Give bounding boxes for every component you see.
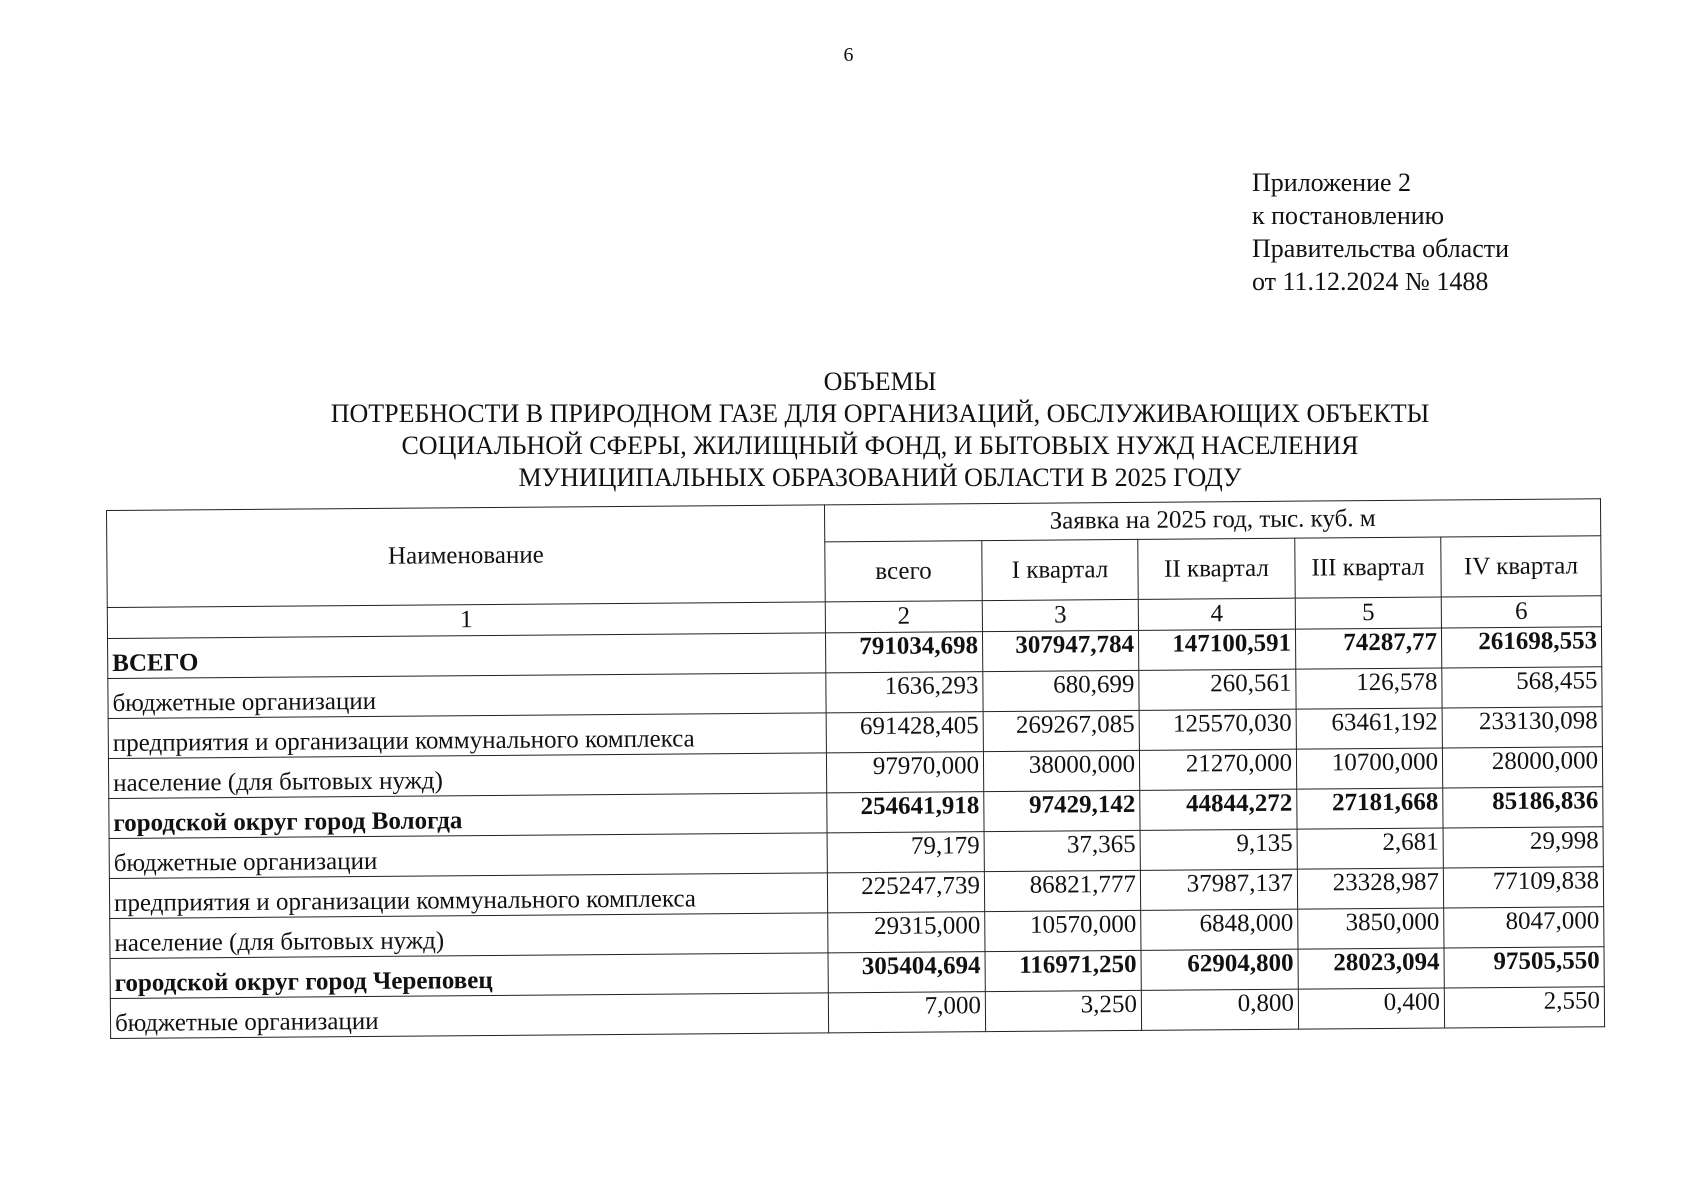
row-value: 21270,000: [1139, 749, 1296, 790]
row-value: 1636,293: [826, 672, 983, 713]
appendix-line: к постановлению: [1252, 201, 1445, 230]
row-name: бюджетные организации: [108, 673, 826, 719]
row-value: 125570,030: [1139, 709, 1296, 750]
row-value: 79,179: [827, 832, 984, 873]
row-name: городской округ город Вологда: [109, 793, 827, 839]
row-name: предприятия и организации коммунального комплекса: [108, 713, 826, 759]
row-value: 147100,591: [1138, 629, 1295, 670]
row-value: 97505,550: [1444, 947, 1604, 988]
row-name: население (для бытовых нужд): [108, 753, 826, 799]
row-name: население (для бытовых нужд): [110, 913, 828, 959]
row-value: 791034,698: [825, 632, 982, 673]
row-value: 260,561: [1139, 669, 1296, 710]
row-value: 254641,918: [827, 792, 984, 833]
row-value: 37987,137: [1140, 869, 1297, 910]
row-value: 269267,085: [983, 710, 1139, 751]
column-header-q1: I квартал: [982, 540, 1138, 601]
row-value: 74287,77: [1295, 628, 1441, 669]
row-value: 38000,000: [983, 750, 1139, 791]
column-header-total: всего: [825, 541, 982, 602]
row-name: бюджетные организации: [109, 833, 827, 879]
request-group-header: Заявка на 2025 год, тыс. куб. м: [824, 499, 1600, 542]
appendix-line: Правительства области: [1252, 234, 1510, 263]
row-value: 62904,800: [1141, 949, 1298, 990]
row-value: 29315,000: [828, 912, 985, 953]
row-value: 23328,987: [1297, 868, 1443, 909]
page-number: 6: [843, 44, 854, 66]
appendix-note: [1252, 166, 1509, 298]
row-value: 9,135: [1140, 829, 1297, 870]
row-value: 28023,094: [1298, 948, 1444, 989]
title-line: МУНИЦИПАЛЬНЫХ ОБРАЗОВАНИЙ ОБЛАСТИ В 2025 ГОДУ: [518, 463, 1242, 492]
row-value: 63461,192: [1296, 708, 1442, 749]
column-index: 6: [1441, 596, 1601, 628]
row-value: 225247,739: [827, 872, 984, 913]
row-value: 0,400: [1298, 988, 1444, 1029]
row-value: 10570,000: [985, 910, 1141, 951]
row-value: 3,250: [985, 990, 1141, 1031]
title-line: ОБЪЕМЫ: [823, 367, 937, 396]
row-value: 233130,098: [1442, 707, 1602, 748]
row-name: городской округ город Череповец: [110, 953, 828, 999]
row-value: 116971,250: [985, 950, 1141, 991]
row-value: 44844,272: [1140, 789, 1297, 830]
row-value: 307947,784: [982, 630, 1138, 671]
row-value: 305404,694: [828, 952, 985, 993]
document-title: [0, 366, 1697, 494]
row-value: 37,365: [984, 830, 1140, 871]
row-value: 97970,000: [826, 752, 983, 793]
row-value: 8047,000: [1444, 907, 1604, 948]
row-value: 10700,000: [1296, 748, 1442, 789]
row-value: 680,699: [983, 670, 1139, 711]
row-value: 0,800: [1141, 989, 1298, 1030]
column-header-q3: III квартал: [1295, 537, 1441, 598]
name-column-header: Наименование: [107, 505, 826, 608]
row-value: 7,000: [828, 992, 985, 1033]
row-value: 691428,405: [826, 712, 983, 753]
row-name: предприятия и организации коммунального комплекса: [109, 873, 827, 919]
row-value: 568,455: [1442, 667, 1602, 708]
title-line: ПОТРЕБНОСТИ В ПРИРОДНОМ ГАЗЕ ДЛЯ ОРГАНИЗАЦИЙ, ОБСЛУЖИВАЮЩИХ ОБЪЕКТЫ: [330, 399, 1430, 428]
row-value: 261698,553: [1441, 627, 1601, 668]
row-value: 86821,777: [984, 870, 1140, 911]
gas-volumes-table: [106, 498, 1605, 1039]
column-index: 5: [1295, 597, 1441, 629]
table-body: [108, 627, 1605, 1039]
row-name: ВСЕГО: [108, 633, 826, 679]
row-value: 6848,000: [1141, 909, 1298, 950]
row-value: 27181,668: [1297, 788, 1443, 829]
row-name: бюджетные организации: [110, 993, 828, 1039]
row-value: 97429,142: [984, 790, 1140, 831]
row-value: 28000,000: [1442, 747, 1602, 788]
column-index: 2: [825, 601, 982, 633]
column-index: 1: [107, 602, 825, 639]
row-value: 29,998: [1443, 827, 1603, 868]
row-value: 85186,836: [1443, 787, 1603, 828]
column-header-q4: IV квартал: [1441, 536, 1602, 597]
column-index: 3: [982, 599, 1138, 631]
row-value: 2,550: [1444, 987, 1604, 1028]
column-header-q2: II квартал: [1138, 539, 1295, 600]
row-value: 2,681: [1297, 828, 1443, 869]
row-value: 77109,838: [1443, 867, 1603, 908]
row-value: 3850,000: [1298, 908, 1444, 949]
title-line: СОЦИАЛЬНОЙ СФЕРЫ, ЖИЛИЩНЫЙ ФОНД, И БЫТОВЫХ НУЖД НАСЕЛЕНИЯ: [401, 431, 1359, 460]
appendix-line: от 11.12.2024 № 1488: [1252, 267, 1489, 296]
appendix-line: Приложение 2: [1252, 168, 1412, 197]
row-value: 126,578: [1296, 668, 1442, 709]
column-index: 4: [1138, 598, 1295, 630]
